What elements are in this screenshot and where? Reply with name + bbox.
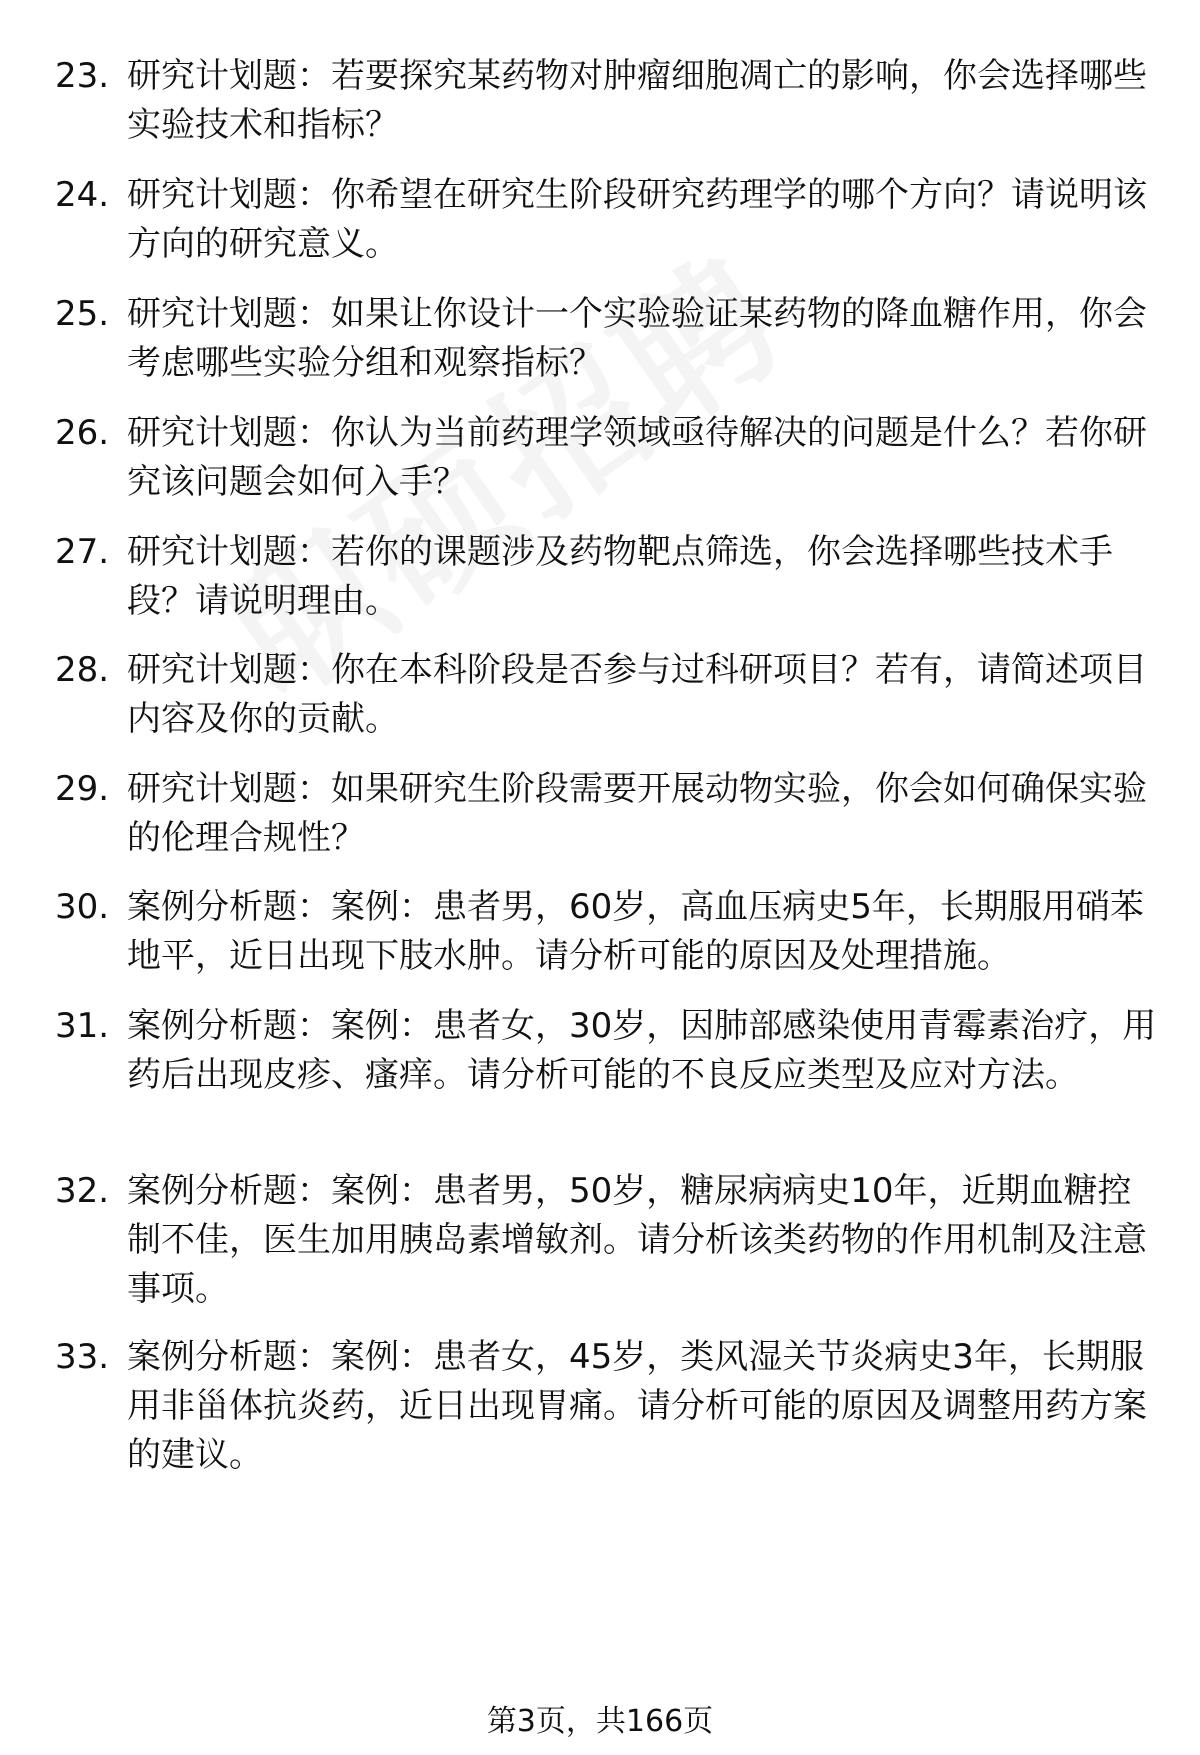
question-number: 24. — [55, 175, 110, 215]
question-text: 研究计划题：你认为当前药理学领域亟待解决的问题是什么？若你研究该问题会如何入手？ — [127, 413, 1147, 502]
question-25 — [55, 290, 1165, 388]
question-number: 32. — [55, 1171, 110, 1211]
question-27 — [55, 528, 1165, 626]
question-number: 31. — [55, 1006, 110, 1046]
question-24 — [55, 171, 1165, 269]
question-text: 案例分析题：案例：患者男，60岁，高血压病史5年，长期服用硝苯地平，近日出现下肢水肿。请分析可能的原因及处理措施。 — [127, 887, 1144, 976]
question-text: 研究计划题：如果研究生阶段需要开展动物实验，你会如何确保实验的伦理合规性？ — [127, 769, 1147, 858]
question-28 — [55, 646, 1165, 744]
question-number: 30. — [55, 887, 110, 927]
question-text: 案例分析题：案例：患者男，50岁，糖尿病病史10年，近期血糖控制不佳，医生加用胰岛素增敏剂。请分析该类药物的作用机制及注意事项。 — [127, 1171, 1147, 1309]
question-text: 案例分析题：案例：患者女，45岁，类风湿关节炎病史3年，长期服用非甾体抗炎药，近日出现胃痛。请分析可能的原因及调整用药方案的建议。 — [127, 1337, 1147, 1475]
question-text: 研究计划题：你希望在研究生阶段研究药理学的哪个方向？请说明该方向的研究意义。 — [127, 175, 1147, 264]
question-number: 23. — [55, 56, 110, 96]
question-text: 研究计划题：若要探究某药物对肿瘤细胞凋亡的影响，你会选择哪些实验技术和指标？ — [127, 56, 1147, 145]
question-31 — [55, 1002, 1165, 1100]
question-number: 25. — [55, 294, 110, 334]
question-29 — [55, 765, 1165, 863]
question-26 — [55, 409, 1165, 507]
page-footer: 第3页，共166页 — [486, 1704, 714, 1739]
question-number: 29. — [55, 769, 110, 809]
question-32 — [55, 1167, 1165, 1314]
question-text: 案例分析题：案例：患者女，30岁，因肺部感染使用青霉素治疗，用药后出现皮疹、瘙痒。请分析可能的不良反应类型及应对方法。 — [127, 1006, 1157, 1095]
question-text: 研究计划题：你在本科阶段是否参与过科研项目？若有，请简述项目内容及你的贡献。 — [127, 650, 1147, 739]
question-text: 研究计划题：如果让你设计一个实验验证某药物的降血糖作用，你会考虑哪些实验分组和观察指标？ — [127, 294, 1147, 383]
question-text: 研究计划题：若你的课题涉及药物靶点筛选，你会选择哪些技术手段？请说明理由。 — [127, 532, 1113, 621]
question-number: 28. — [55, 650, 110, 690]
question-number: 26. — [55, 413, 110, 453]
question-number: 27. — [55, 532, 110, 572]
question-23 — [55, 52, 1165, 150]
question-number: 33. — [55, 1337, 110, 1377]
question-30 — [55, 883, 1165, 981]
question-33 — [55, 1333, 1165, 1480]
